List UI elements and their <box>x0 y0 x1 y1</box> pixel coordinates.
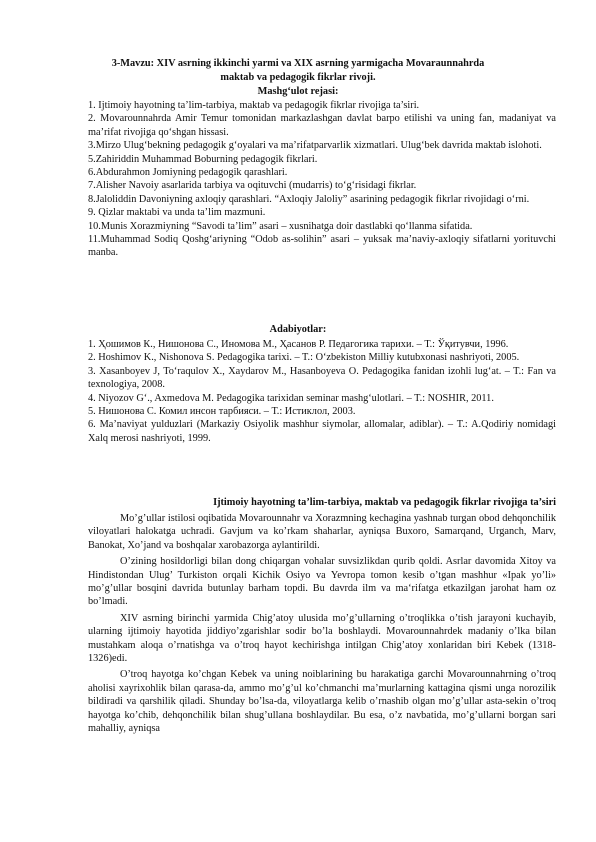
body-text <box>88 512 556 739</box>
plan-item: 2. Movarounnahrda Amir Temur tomonidan markazlashgan davlat barpo etilishi va uning fan, madaniyat va ma’rifat rivojiga qo‘shgan hissasi. <box>88 113 556 138</box>
references-list <box>88 338 556 445</box>
plan-item: 5.Zahiriddin Muhammad Boburning pedagogik fikrlari. <box>88 153 318 165</box>
body-paragraph: O’zining hosildorligi bilan dong chiqargan vohalar suvsizlikdan qurib qoldi. Asrlar davomida Xitoy va Hindistondan Ulug’ Turkiston orqali Kichik Osiyo va Yevropa tomon kesib o’tgan mashhur «Ipak yo’li» mo’g’ullar bosqini davrida butunlay barham topdi. Bu davrda ilm va ma‘rifatga etkazilgan jarohat ham oz bo’lmadi. <box>88 556 556 608</box>
plan-item: 1. Ijtimoiy hayotning ta’lim-tarbiya, maktab va pedagogik fikrlar rivojiga ta’siri. <box>88 100 420 111</box>
section-heading: Ijtimoiy hayotning ta’lim-tarbiya, maktab va pedagogik fikrlar rivojiga ta’siri <box>213 497 556 508</box>
body-paragraph: XIV asrning birinchi yarmida Chig’atoy ulusida mo’g’ullarning o’troqlikka o’tish jarayoni kuchayib, ularning ijtimoiy hayotida jiddiyo’zgarishlar sodir bo’la boshlaydi. Movarounnahrdek madaniy o’lka bilan mustahkam aloqa o’rnatishga va o’troq hayot kechirishga intilgan Chig’atoy xonlaridan biri Kebek (1318-1326)edi. <box>88 612 556 665</box>
plan-item: 10.Munis Xorazmiyning “Savodi ta’lim” asari – xusnihatga doir dastlabki qo‘llanma sifatida. <box>88 220 473 232</box>
reference-item: 1. Ҳошимов К., Нишонова С., Иномова М., Ҳасанов Р. Педагогика тарихи. – Т.: Ўқитувчи, 1996. <box>88 339 509 350</box>
references-heading: Adabiyotlar: <box>269 324 327 335</box>
plan-item: 6.Abdurahmon Jomiyning pedagogik qarashlari. <box>88 167 288 179</box>
plan-item: 11.Muhammad Sodiq Qoshg‘ariyning “Odob as-solihin” asari – yuksak ma’naviy-axloqiy sifatlarni yorituvchi manba. <box>88 234 556 259</box>
reference-item: 5. Нишонова С. Комил инсон тарбияси. – Т.: Истиклол, 2003. <box>88 406 356 418</box>
title-line-2: maktab va pedagogik fikrlar rivoji. <box>220 71 376 83</box>
title-line-1: 3-Mavzu: XIV asrning ikkinchi yarmi va XIX asrning yarmigacha Movaraunnahrda <box>111 58 485 69</box>
reference-item: 3. Xasanboyev J, To‘raqulov X., Xaydarov M., Hasanboyeva O. Pedagogika fanidan izohli lug‘at. – T.: Fan va texnologiya, 2008. <box>88 365 556 391</box>
reference-item: 2. Hoshimov K., Nishonova S. Pedagogika tarixi. – T.: O‘zbekiston Milliy kutubxonasi nashriyoti, 2005. <box>88 352 520 364</box>
reference-item: 4. Niyozov G‘., Axmedova M. Pedagogika tarixidan seminar mashg‘ulotlari. – T.: NOSHIR, 2011. <box>88 392 494 404</box>
body-paragraph: O’troq hayotga ko’chgan Kebek va uning noiblarining bu harakatiga garchi Movarounnahrning o’troq aholisi xayrixohlik bilan qarasa-da, ammo mo’g’ul ko’chmanchi ma’murlarning kattagina qismi unga norozilik bildiradi va qarshilik qiladi. Shunday bo’lsa-da, viloyatlarga kelib o’rnashib olgan mo’g’ullar asta-sekin o’troq hayotga ko’chib, dehqonchilik bilan shug’ullana boshlaydilar. Bu esa, o’z navbatida, mo’g’ullarni borgan sari mahalliy, ayniqsa <box>88 669 556 735</box>
plan-heading: Mashg‘ulot rejasi: <box>257 86 339 97</box>
plan-item: 7.Alisher Navoiy asarlarida tarbiya va oqituvchi (mudarris) to‘g‘risidagi fikrlar. <box>88 180 417 192</box>
reference-item: 6. Ma’naviyat yulduzlari (Markaziy Osiyolik mashhur siymolar, allomalar, adiblar). – T.: A.Qodiriy nomidagi Xalq merosi nashriyoti, 1999. <box>88 419 556 444</box>
plan-item: 8.Jaloliddin Davoniyning axloqiy qarashlari. “Axloqiy Jaloliy” asarining pedagogik fikrlar rivojidagi o‘rni. <box>88 193 530 205</box>
plan-list <box>88 99 556 260</box>
topic-title <box>60 57 536 84</box>
plan-item: 9. Qizlar maktabi va unda ta’lim mazmuni. <box>88 207 266 219</box>
plan-item: 3.Mirzo Ulug‘bekning pedagogik g‘oyalari va ma’rifatparvarlik xizmatlari. Ulug‘bek davrida maktab islohoti. <box>88 140 542 152</box>
body-paragraph: Mo’g’ullar istilosi oqibatida Movarounnahr va Xorazmning kechagina yashnab turgan obod dehqonchilik viloyatlari halokatga uchradi. Gavjum va ko’rkam shaharlar, ayniqsa Buxoro, Samarqand, Urganch, Marv, Banokat, Xo’jand va boshqalar xarobazorga aylantirildi. <box>88 513 556 551</box>
